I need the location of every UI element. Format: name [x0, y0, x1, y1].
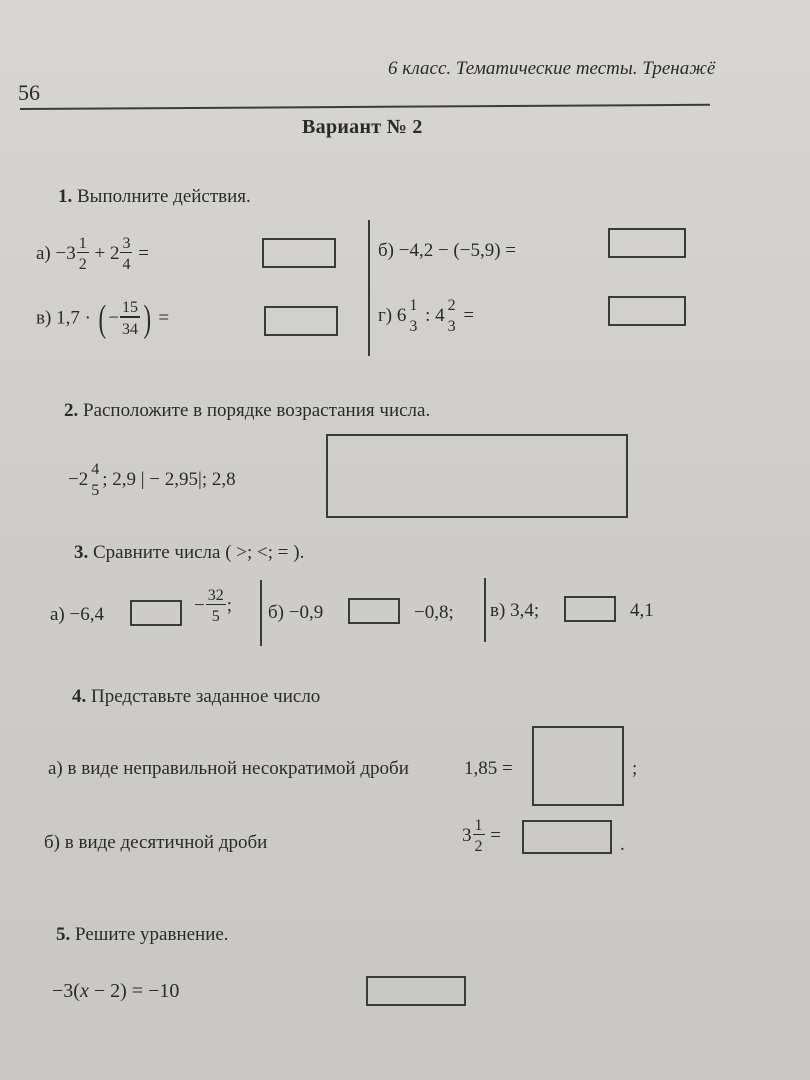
task4-a-label: а) — [48, 758, 63, 779]
task1-divider — [368, 220, 370, 356]
variant-title: Вариант № 2 — [302, 116, 423, 138]
task1-a-answer-box[interactable] — [262, 238, 336, 268]
task2-frac: 4 5 — [91, 461, 100, 499]
task1-g-whole: 6 — [396, 304, 407, 326]
task5-heading — [56, 924, 229, 946]
task2-pre: −2 — [68, 468, 89, 490]
task1-v-answer-box[interactable] — [264, 306, 338, 336]
task5-title: Решите уравнение. — [75, 924, 229, 945]
task3-number: 3. — [74, 542, 89, 563]
task1-v-label: в) — [36, 307, 52, 329]
task3-b-right: −0,8; — [414, 602, 454, 623]
task3-v-right: 4,1 — [630, 600, 654, 621]
task1-g — [378, 298, 474, 335]
task1-a-mid: + 2 — [94, 242, 120, 264]
task1-g-frac1: 1 3 — [409, 297, 418, 335]
task1-title: Выполните действия. — [77, 186, 251, 207]
task2-title: Расположите в порядке возрастания числа. — [83, 400, 431, 421]
task3-b — [268, 602, 323, 624]
page-number: 56 — [18, 80, 40, 105]
task1-v-frac: $\frac{15}{34}$ — [122, 299, 139, 338]
task4-a-text: в виде неправильной несократимой дроби — [67, 758, 409, 779]
header-rule — [20, 104, 710, 110]
task5-answer-box[interactable] — [366, 976, 466, 1006]
task1-heading — [58, 186, 251, 208]
task4-number: 4. — [72, 686, 87, 707]
task4-b-text: в виде десятичной дроби — [64, 832, 268, 853]
task3-a-compare-box[interactable] — [130, 600, 182, 626]
task2-rest: ; 2,9 | − 2,95|; 2,8 — [102, 468, 236, 490]
task4-a-answer-box[interactable] — [532, 726, 624, 806]
task3-b-label: б) — [268, 602, 284, 623]
task4-b-equals: = — [490, 824, 501, 846]
task1-a-frac1: $\frac{1}{2}$ — [78, 235, 87, 274]
task3-a-label: а) — [50, 604, 65, 625]
task1-a-frac2: $\frac{3}{4}$ — [122, 235, 131, 274]
task1-number: 1. — [58, 186, 73, 207]
task4-b-expr — [462, 818, 501, 855]
task3-v — [490, 600, 539, 622]
task2-number: 2. — [64, 400, 79, 421]
task3-a-minus: − — [194, 594, 205, 616]
task2-answer-box[interactable] — [326, 434, 628, 518]
task3-heading — [74, 542, 304, 564]
task3-title: Сравните числа ( >; <; = ). — [93, 542, 305, 563]
task1-v-equals: = — [158, 307, 170, 329]
task1-v: в) 1,7 · ( − $\frac{15}{34}$ ) = — [36, 298, 170, 340]
task4-b — [44, 832, 267, 854]
task1-a-equals: = — [138, 242, 149, 264]
task3-divider-1 — [260, 580, 262, 646]
task2-heading — [64, 400, 430, 422]
task1-g-frac2: 2 3 — [447, 297, 456, 335]
task3-a-frac: $\frac{32}{5}$ — [207, 587, 224, 626]
task1-v-pre: 1,7 · — [56, 307, 91, 329]
task1-g-label: г) — [378, 304, 393, 326]
task1-b — [378, 240, 516, 262]
task3-b-left: −0,9 — [288, 602, 324, 623]
task3-a-left: −6,4 — [69, 604, 104, 625]
task3-a — [50, 604, 104, 626]
task3-b-compare-box[interactable] — [348, 598, 400, 624]
task3-v-left: 3,4; — [510, 600, 540, 621]
task4-b-answer-box[interactable] — [522, 820, 612, 854]
task3-a-right — [194, 588, 232, 625]
task5-equation: −3(x − 2) = −10 — [52, 980, 180, 1002]
task4-title: Представьте заданное число — [91, 686, 321, 707]
task1-g-op: : 4 — [425, 304, 445, 326]
task1-b-expr: −4,2 − (−5,9) = — [398, 240, 517, 261]
task4-a — [48, 758, 409, 780]
task3-divider-2 — [484, 578, 486, 642]
task5-number: 5. — [56, 924, 71, 945]
task4-b-end: . — [620, 834, 625, 855]
task1-g-equals: = — [463, 304, 475, 326]
task1-b-answer-box[interactable] — [608, 228, 686, 258]
task1-a — [36, 236, 149, 273]
task4-b-label: б) — [44, 832, 60, 853]
task2-numbers — [68, 462, 236, 499]
task1-g-answer-box[interactable] — [608, 296, 686, 326]
task1-a-label: а) — [36, 242, 51, 264]
task1-b-label: б) — [378, 240, 394, 261]
task4-b-whole: 3 — [462, 824, 472, 846]
task4-b-frac: $\frac{1}{2}$ — [474, 817, 483, 856]
task4-a-expr: 1,85 = — [464, 758, 513, 779]
task1-v-minus: − — [108, 307, 120, 329]
task3-v-compare-box[interactable] — [564, 596, 616, 622]
task3-a-semi: ; — [226, 594, 232, 616]
task4-heading — [72, 686, 320, 708]
task3-v-label: в) — [490, 600, 506, 621]
task4-a-end: ; — [632, 758, 638, 779]
running-title: 6 класс. Тематические тесты. Тренажё — [388, 58, 716, 79]
task1-a-pre: −3 — [55, 242, 76, 264]
